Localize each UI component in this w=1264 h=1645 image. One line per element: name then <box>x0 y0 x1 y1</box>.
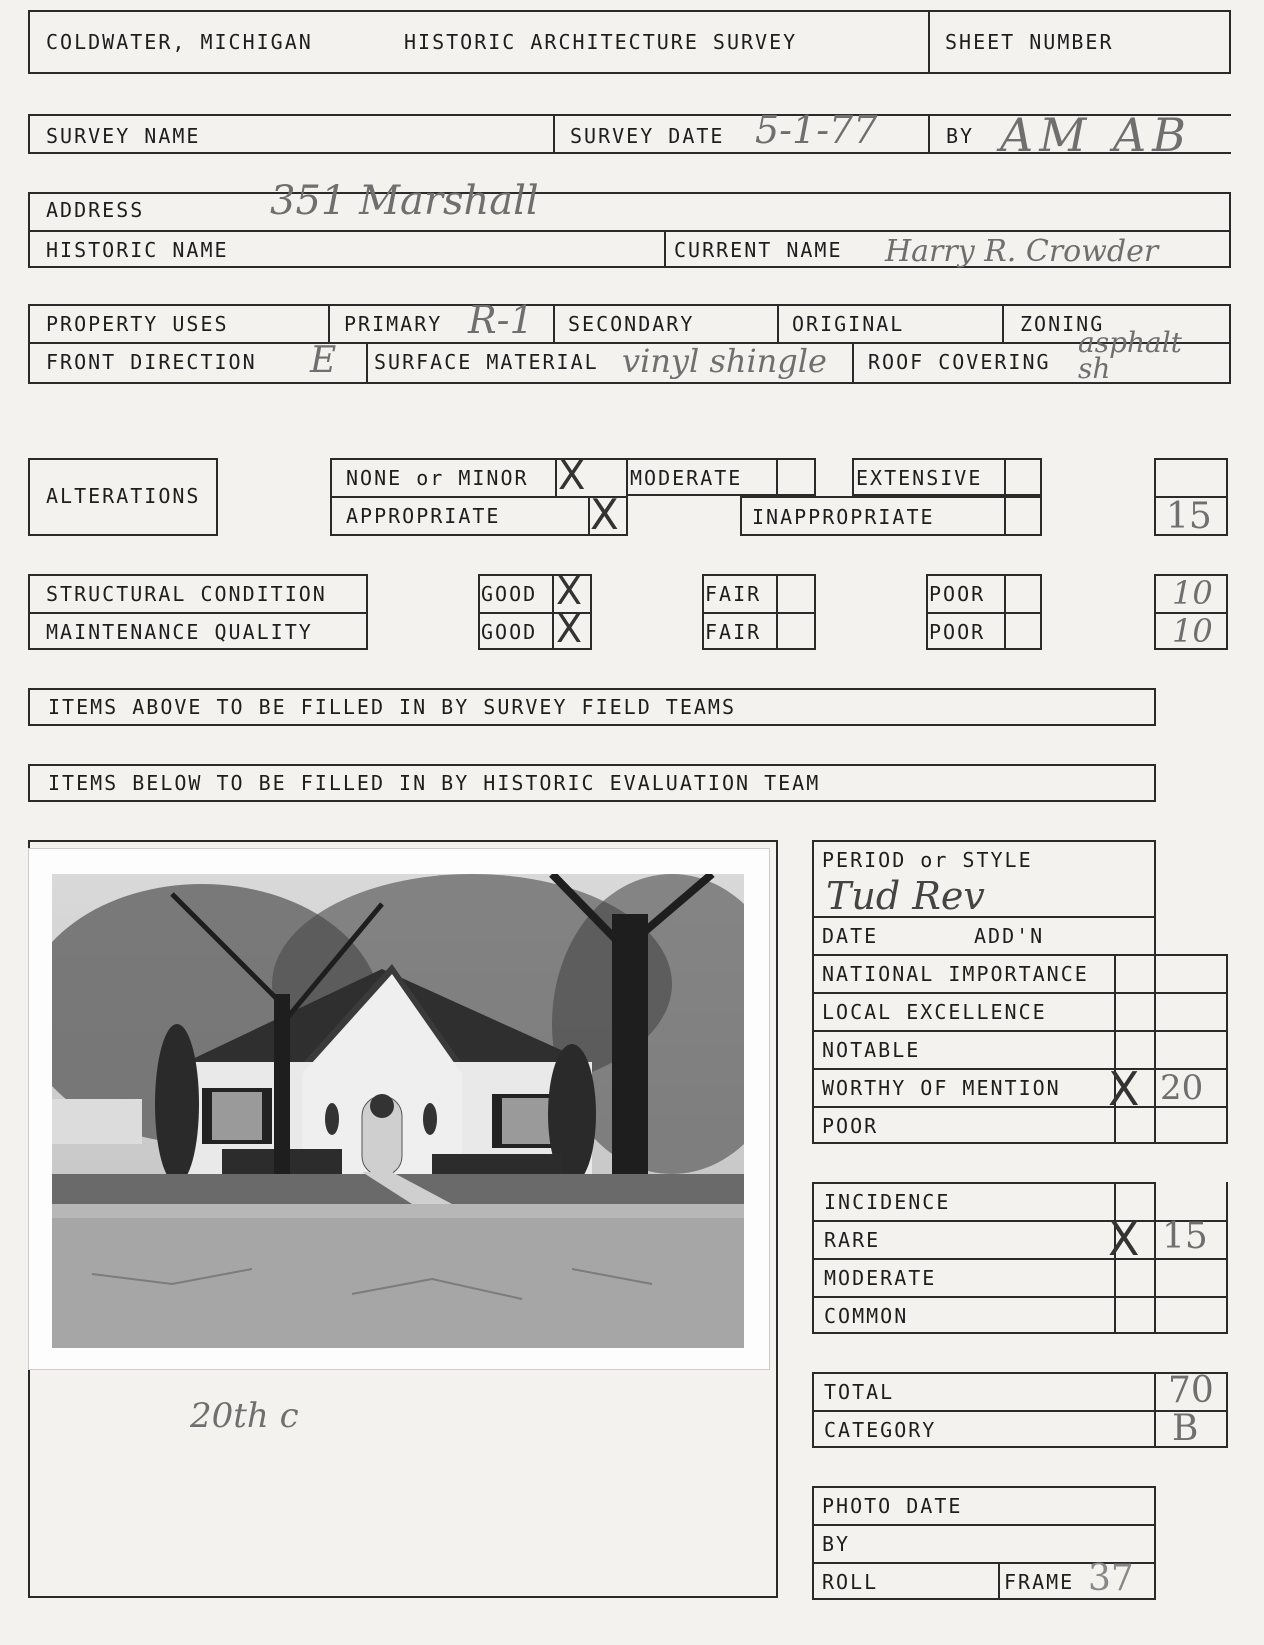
poor-label: POOR <box>822 1114 879 1138</box>
city-label: COLDWATER, MICHIGAN <box>46 30 313 54</box>
total-label: TOTAL <box>824 1380 895 1404</box>
period-value: Tud Rev <box>826 874 985 918</box>
maintenance-good-label: GOOD <box>481 620 538 644</box>
moderate-label: MODERATE <box>630 466 743 490</box>
historic-name-label: HISTORIC NAME <box>46 238 229 262</box>
header-divider <box>928 10 930 74</box>
maintenance-poor-label: POOR <box>929 620 986 644</box>
rare-check[interactable]: X <box>1108 1212 1140 1266</box>
extensive-check-divider <box>1004 458 1006 496</box>
front-divider-1 <box>366 342 368 384</box>
house-photo <box>52 874 744 1348</box>
structural-fair-label: FAIR <box>705 582 762 606</box>
survey-divider-1 <box>553 114 555 154</box>
survey-title: HISTORIC ARCHITECTURE SURVEY <box>404 30 798 54</box>
frame-divider <box>998 1562 1000 1600</box>
alterations-label: ALTERATIONS <box>46 484 201 508</box>
structural-condition-label: STRUCTURAL CONDITION <box>46 582 327 606</box>
survey-name-label: SURVEY NAME <box>46 124 201 148</box>
maintenance-quality-label: MAINTENANCE QUALITY <box>46 620 313 644</box>
photo-by-label: BY <box>822 1532 851 1556</box>
totals-divider <box>812 1410 1228 1412</box>
uses-divider-2 <box>553 304 555 342</box>
rare-label: RARE <box>824 1228 881 1252</box>
roof-covering-label: ROOF COVERING <box>868 350 1051 374</box>
uses-divider-4 <box>1002 304 1004 342</box>
survey-by-label: BY <box>946 124 975 148</box>
address-value: 351 Marshall <box>270 178 539 224</box>
survey-by-value: AM AB <box>1000 108 1192 162</box>
good-check-divider <box>552 574 554 650</box>
photo-note: 20th c <box>190 1396 299 1436</box>
addn-label: ADD'N <box>974 924 1045 948</box>
front-direction-value: E <box>310 340 337 381</box>
alterations-score: 15 <box>1166 496 1212 537</box>
category-label: CATEGORY <box>824 1418 937 1442</box>
photo-info-row-1 <box>812 1524 1156 1526</box>
incidence-top <box>812 1182 1156 1184</box>
rare-score: 15 <box>1162 1216 1208 1257</box>
address-divider <box>28 230 1231 232</box>
totals-col <box>1154 1372 1156 1448</box>
category-value: B <box>1172 1408 1199 1449</box>
uses-divider-1 <box>328 304 330 342</box>
extensive-label: EXTENSIVE <box>856 466 983 490</box>
uses-divider-3 <box>777 304 779 342</box>
maintenance-score: 10 <box>1172 612 1213 650</box>
frame-value: 37 <box>1088 1558 1134 1599</box>
incidence-row-2 <box>812 1258 1228 1260</box>
original-label: ORIGINAL <box>792 312 905 336</box>
fair-divider <box>702 612 816 614</box>
moderate-check-divider <box>776 458 778 496</box>
roof-covering-value: asphalt sh <box>1078 326 1182 385</box>
photo-date-label: PHOTO DATE <box>822 1494 963 1518</box>
name-divider <box>664 230 666 268</box>
zoning-label: ZONING <box>1020 312 1105 336</box>
property-uses-label: PROPERTY USES <box>46 312 229 336</box>
front-direction-label: FRONT DIRECTION <box>46 350 257 374</box>
survey-date-label: SURVEY DATE <box>570 124 725 148</box>
surface-material-value: vinyl shingle <box>622 342 827 380</box>
poor-check-divider <box>1004 574 1006 650</box>
surface-material-label: SURFACE MATERIAL <box>374 350 599 374</box>
current-name-label: CURRENT NAME <box>674 238 843 262</box>
frame-label: FRAME <box>1004 1570 1075 1594</box>
none-minor-label: NONE or MINOR <box>346 466 529 490</box>
poor-divider <box>926 612 1042 614</box>
appropriate-check[interactable]: X <box>590 490 619 539</box>
importance-col-2 <box>1154 954 1156 1144</box>
incidence-label: INCIDENCE <box>824 1190 951 1214</box>
notes-below: ITEMS BELOW TO BE FILLED IN BY HISTORIC EVALUATION TEAM <box>48 771 821 795</box>
period-label: PERIOD or STYLE <box>822 848 1033 872</box>
notes-below-right <box>1154 764 1156 802</box>
total-value: 70 <box>1168 1370 1214 1411</box>
maintenance-fair-label: FAIR <box>705 620 762 644</box>
inappropriate-check-divider <box>1004 496 1006 536</box>
sheet-number-label: SHEET NUMBER <box>945 30 1114 54</box>
none-minor-check[interactable]: X <box>558 453 586 499</box>
structural-score: 10 <box>1172 574 1213 612</box>
importance-row-2 <box>812 1030 1228 1032</box>
national-importance-label: NATIONAL IMPORTANCE <box>822 962 1089 986</box>
structural-good-check[interactable]: X <box>556 569 583 613</box>
worthy-of-mention-label: WORTHY OF MENTION <box>822 1076 1061 1100</box>
local-excellence-label: LOCAL EXCELLENCE <box>822 1000 1047 1024</box>
survey-divider-2 <box>928 114 930 154</box>
incidence-row-3 <box>812 1296 1228 1298</box>
inappropriate-label: INAPPROPRIATE <box>752 505 935 529</box>
date-label: DATE <box>822 924 879 948</box>
appropriate-label: APPROPRIATE <box>346 504 501 528</box>
secondary-label: SECONDARY <box>568 312 695 336</box>
current-name-value: Harry R. Crowder <box>885 234 1159 269</box>
structural-good-label: GOOD <box>481 582 538 606</box>
front-divider-2 <box>852 342 854 384</box>
condition-label-divider <box>28 612 368 614</box>
worthy-check[interactable]: X <box>1108 1062 1140 1116</box>
fair-check-divider <box>776 574 778 650</box>
structural-poor-label: POOR <box>929 582 986 606</box>
primary-value: R-1 <box>468 298 534 342</box>
importance-row-1 <box>812 992 1228 994</box>
worthy-score: 20 <box>1160 1068 1204 1108</box>
maintenance-good-check[interactable]: X <box>556 607 583 651</box>
roll-label: ROLL <box>822 1570 879 1594</box>
notes-above: ITEMS ABOVE TO BE FILLED IN BY SURVEY FIELD TEAMS <box>48 695 737 719</box>
alt-none-check-divider <box>555 458 557 496</box>
common-label: COMMON <box>824 1304 909 1328</box>
primary-label: PRIMARY <box>344 312 443 336</box>
survey-date-value: 5-1-77 <box>755 108 878 152</box>
address-label: ADDRESS <box>46 198 145 222</box>
notable-label: NOTABLE <box>822 1038 921 1062</box>
incidence-moderate-label: MODERATE <box>824 1266 937 1290</box>
